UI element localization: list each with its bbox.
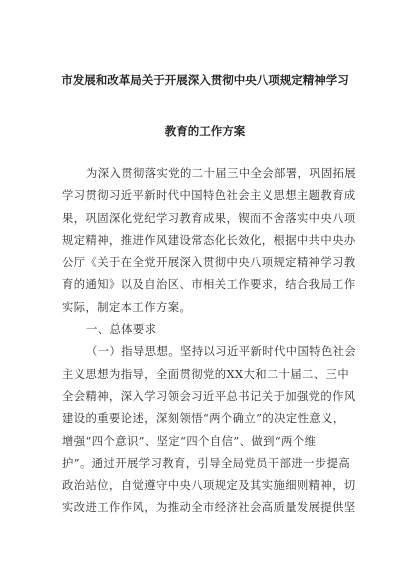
body-line: 学习贯彻习近平新时代中国特色社会主义思想主题教育成	[62, 189, 356, 203]
body-line: 为深入贯彻落实党的二十届三中全会部署，巩固拓展	[86, 167, 357, 180]
body-line: 护”。通过开展学习教育，引导全局党员干部进一步提高	[62, 456, 351, 470]
body-line: 全会精神，深入学习领会习近平总书记关于加强党的作风	[62, 389, 356, 403]
body-line: 公厅《关于在全党开展深入贯彻中央八项规定精神学习教	[62, 256, 356, 270]
section-heading: 一、总体要求	[86, 323, 157, 337]
body-line: 实改进工作作风，为推动全市经济社会高质量发展提供坚	[62, 501, 356, 515]
document-title-line-1: 市发展和改革局关于开展深入贯彻中央八项规定精神学习	[61, 73, 349, 87]
body-line: 育的通知》以及自治区、市相关工作要求，结合我局工作	[62, 278, 356, 292]
document-body	[62, 163, 362, 520]
body-line: （一）指导思想。坚持以习近平新时代中国特色社会	[86, 345, 357, 359]
body-line: 建设的重要论述，深刻领悟“两个确立”的决定性意义，	[62, 412, 345, 426]
body-line: 实际，制定本工作方案。	[62, 300, 192, 314]
body-line: 规定精神，推进作风建设常态化长效化，根据中共中央办	[62, 233, 356, 247]
body-line: 果，巩固深化党纪学习教育成果，锲而不舍落实中央八项	[62, 211, 356, 225]
body-line: 主义思想为指导，全面贯彻党的XX大和二十届二、三中	[62, 367, 350, 381]
body-line: 增强“四个意识”、坚定“四个自信”、做到“两个维	[62, 434, 317, 448]
document-title-line-2: 教育的工作方案	[164, 124, 246, 138]
body-line: 政治站位，自觉遵守中央八项规定及其实施细则精神，切	[62, 479, 356, 493]
